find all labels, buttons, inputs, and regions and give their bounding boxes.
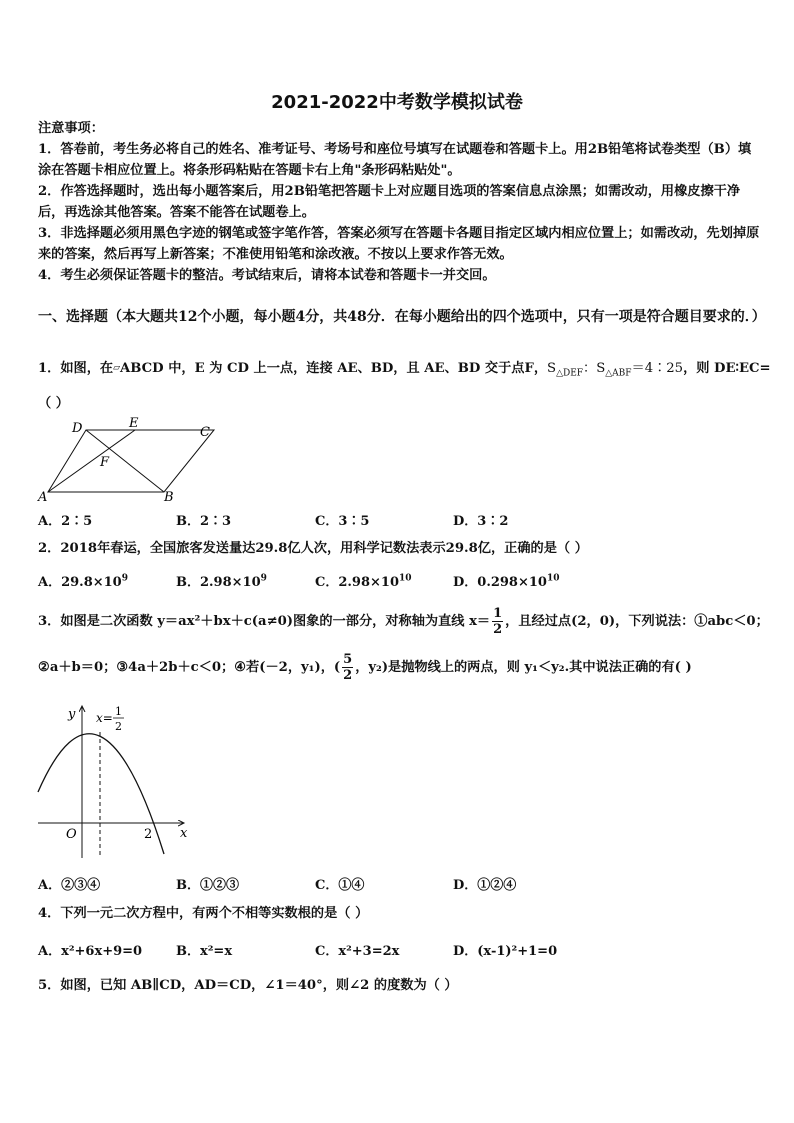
q2-option-a[interactable] bbox=[38, 571, 128, 590]
q3-line2-b: ，y₂)是抛物线上的两点，则 y₁＜y₂.其中说法正确的有( ) bbox=[355, 660, 692, 675]
q2-option-d-exp: 10 bbox=[546, 573, 560, 584]
q3-option-a[interactable]: A．②③④ bbox=[38, 878, 101, 893]
notice-item-1: 1．答卷前，考生务必将自己的姓名、准考证号、考场号和座位号填写在试题卷和答题卡上。用2B铅笔将试卷类型（B）填涂在答题卡相应位置上。将条形码粘贴在答题卡右上角"条形码粘贴处"。 bbox=[38, 142, 752, 178]
symmetry-axis-label: x= bbox=[96, 711, 113, 725]
q4-option-d[interactable]: D．(x-1)²+1=0 bbox=[453, 944, 558, 959]
fraction-five-half bbox=[342, 652, 353, 683]
symmetry-axis-den: 2 bbox=[115, 720, 122, 733]
question-2-text: 2．2018年春运，全国旅客发送量达29.8亿人次，用科学记数法表示29.8亿，正确的是（ ） bbox=[38, 541, 588, 556]
area-s2-sub: △ABF bbox=[605, 368, 632, 379]
q2-option-c-label: C．2.98×10 bbox=[315, 575, 399, 590]
question-5-text: 5．如图，已知 AB∥CD，AD＝CD，∠1＝40°，则∠2 的度数为（ ） bbox=[38, 978, 458, 993]
q3-line1-a: 3．如图是二次函数 y＝ax²＋bx＋c(a≠0)图象的一部分，对称轴为直线 x＝ bbox=[38, 614, 491, 629]
segment-bd bbox=[86, 430, 164, 492]
q2-option-b-label: B．2.98×10 bbox=[176, 575, 261, 590]
q1-option-a[interactable]: A．2∶5 bbox=[38, 514, 93, 529]
area-ratio-value: ＝4∶25 bbox=[631, 361, 684, 376]
q1-option-c[interactable]: C．3∶5 bbox=[315, 514, 370, 529]
area-colon: ： bbox=[583, 361, 597, 376]
parabola-graph bbox=[34, 700, 204, 864]
q1-text-b: ABCD 中，E 为 CD 上一点，连接 AE、BD，且 AE、BD 交于点F， bbox=[120, 361, 548, 376]
question-4-text: 4．下列一元二次方程中，有两个不相等实数根的是（ ） bbox=[38, 906, 369, 921]
q4-option-a[interactable]: A．x²+6x+9=0 bbox=[38, 944, 143, 959]
q3-option-d[interactable]: D．①②④ bbox=[453, 878, 517, 893]
question-1-text bbox=[38, 358, 771, 385]
parallelogram-symbol: ▱ bbox=[113, 363, 121, 373]
question-3-line-1 bbox=[38, 606, 769, 637]
label-b: B bbox=[164, 490, 174, 505]
q1-option-d[interactable]: D．3∶2 bbox=[453, 514, 509, 529]
parallelogram-shape bbox=[48, 430, 214, 492]
q4-option-b[interactable]: B．x²=x bbox=[176, 944, 233, 959]
q3-line2-a: ②a＋b＝0；③4a＋2b＋c＜0；④若(－2，y₁)，( bbox=[38, 660, 341, 675]
q2-option-a-exp: 9 bbox=[121, 573, 128, 584]
notice-item-2: 2．作答选择题时，选出每小题答案后，用2B铅笔把答题卡上对应题目选项的答案信息点涂黑；如需改动，用橡皮擦干净后，再选涂其他答案。答案不能答在试题卷上。 bbox=[38, 184, 741, 220]
area-s1-sub: △DEF bbox=[556, 368, 584, 379]
label-c: C bbox=[200, 425, 210, 440]
fraction-one-half bbox=[492, 606, 503, 637]
q2-option-b-exp: 9 bbox=[260, 573, 267, 584]
q4-option-c[interactable]: C．x²+3=2x bbox=[315, 944, 400, 959]
x-axis-label: x bbox=[180, 826, 188, 841]
five-denominator: 2 bbox=[343, 668, 353, 683]
exam-title: 2021-2022中考数学模拟试卷 bbox=[271, 92, 523, 113]
q2-option-c[interactable] bbox=[315, 571, 412, 590]
y-axis-label: y bbox=[68, 707, 76, 722]
q1-text-c: ，则 DE∶EC= bbox=[683, 361, 771, 376]
symmetry-axis-num: 1 bbox=[115, 705, 122, 718]
section-heading: 一、选择题（本大题共12个小题，每小题4分，共48分．在每小题给出的四个选项中，只有一项是符合题目要求的．） bbox=[38, 309, 766, 325]
q2-option-d[interactable] bbox=[453, 571, 560, 590]
q1-text-a: 1．如图，在 bbox=[38, 361, 114, 376]
label-f: F bbox=[100, 455, 110, 470]
notice-heading: 注意事项： bbox=[38, 121, 104, 136]
segment-ae bbox=[48, 430, 135, 492]
half-denominator: 2 bbox=[493, 622, 503, 637]
q2-option-b[interactable] bbox=[176, 571, 267, 590]
q1-answer-paren: （ ） bbox=[38, 396, 69, 411]
notice-item-4: 4．考生必须保证答题卡的整洁。考试结束后，请将本试卷和答题卡一并交回。 bbox=[38, 268, 496, 283]
label-e: E bbox=[129, 416, 139, 431]
area-s1: S bbox=[547, 361, 557, 376]
area-ratio bbox=[547, 361, 684, 379]
question-3-line-2 bbox=[38, 652, 692, 683]
q3-option-c[interactable]: C．①④ bbox=[315, 878, 365, 893]
half-numerator: 1 bbox=[493, 606, 503, 621]
root-label: 2 bbox=[144, 827, 153, 842]
q1-option-b[interactable]: B．2∶3 bbox=[176, 514, 232, 529]
q3-option-b[interactable]: B．①②③ bbox=[176, 878, 239, 893]
label-a: A bbox=[38, 490, 48, 505]
label-d: D bbox=[72, 421, 83, 436]
q2-option-a-label: A．29.8×10 bbox=[38, 575, 122, 590]
q2-option-c-exp: 10 bbox=[399, 573, 412, 584]
parallelogram-figure bbox=[36, 416, 226, 506]
notice-item-3: 3．非选择题必须用黑色字迹的钢笔或签字笔作答，答案必须写在答题卡各题目指定区域内相应位置上；如需改动，先划掉原来的答案，然后再写上新答案；不准使用铅笔和涂改液。不按以上要求作答无效。 bbox=[38, 226, 760, 262]
area-s2: S bbox=[596, 361, 606, 376]
q3-line1-b: ，且经过点(2，0)，下列说法：①abc＜0； bbox=[505, 614, 769, 629]
q2-option-d-label: D．0.298×10 bbox=[453, 575, 547, 590]
origin-label: O bbox=[66, 827, 77, 842]
five-numerator: 5 bbox=[343, 652, 353, 667]
